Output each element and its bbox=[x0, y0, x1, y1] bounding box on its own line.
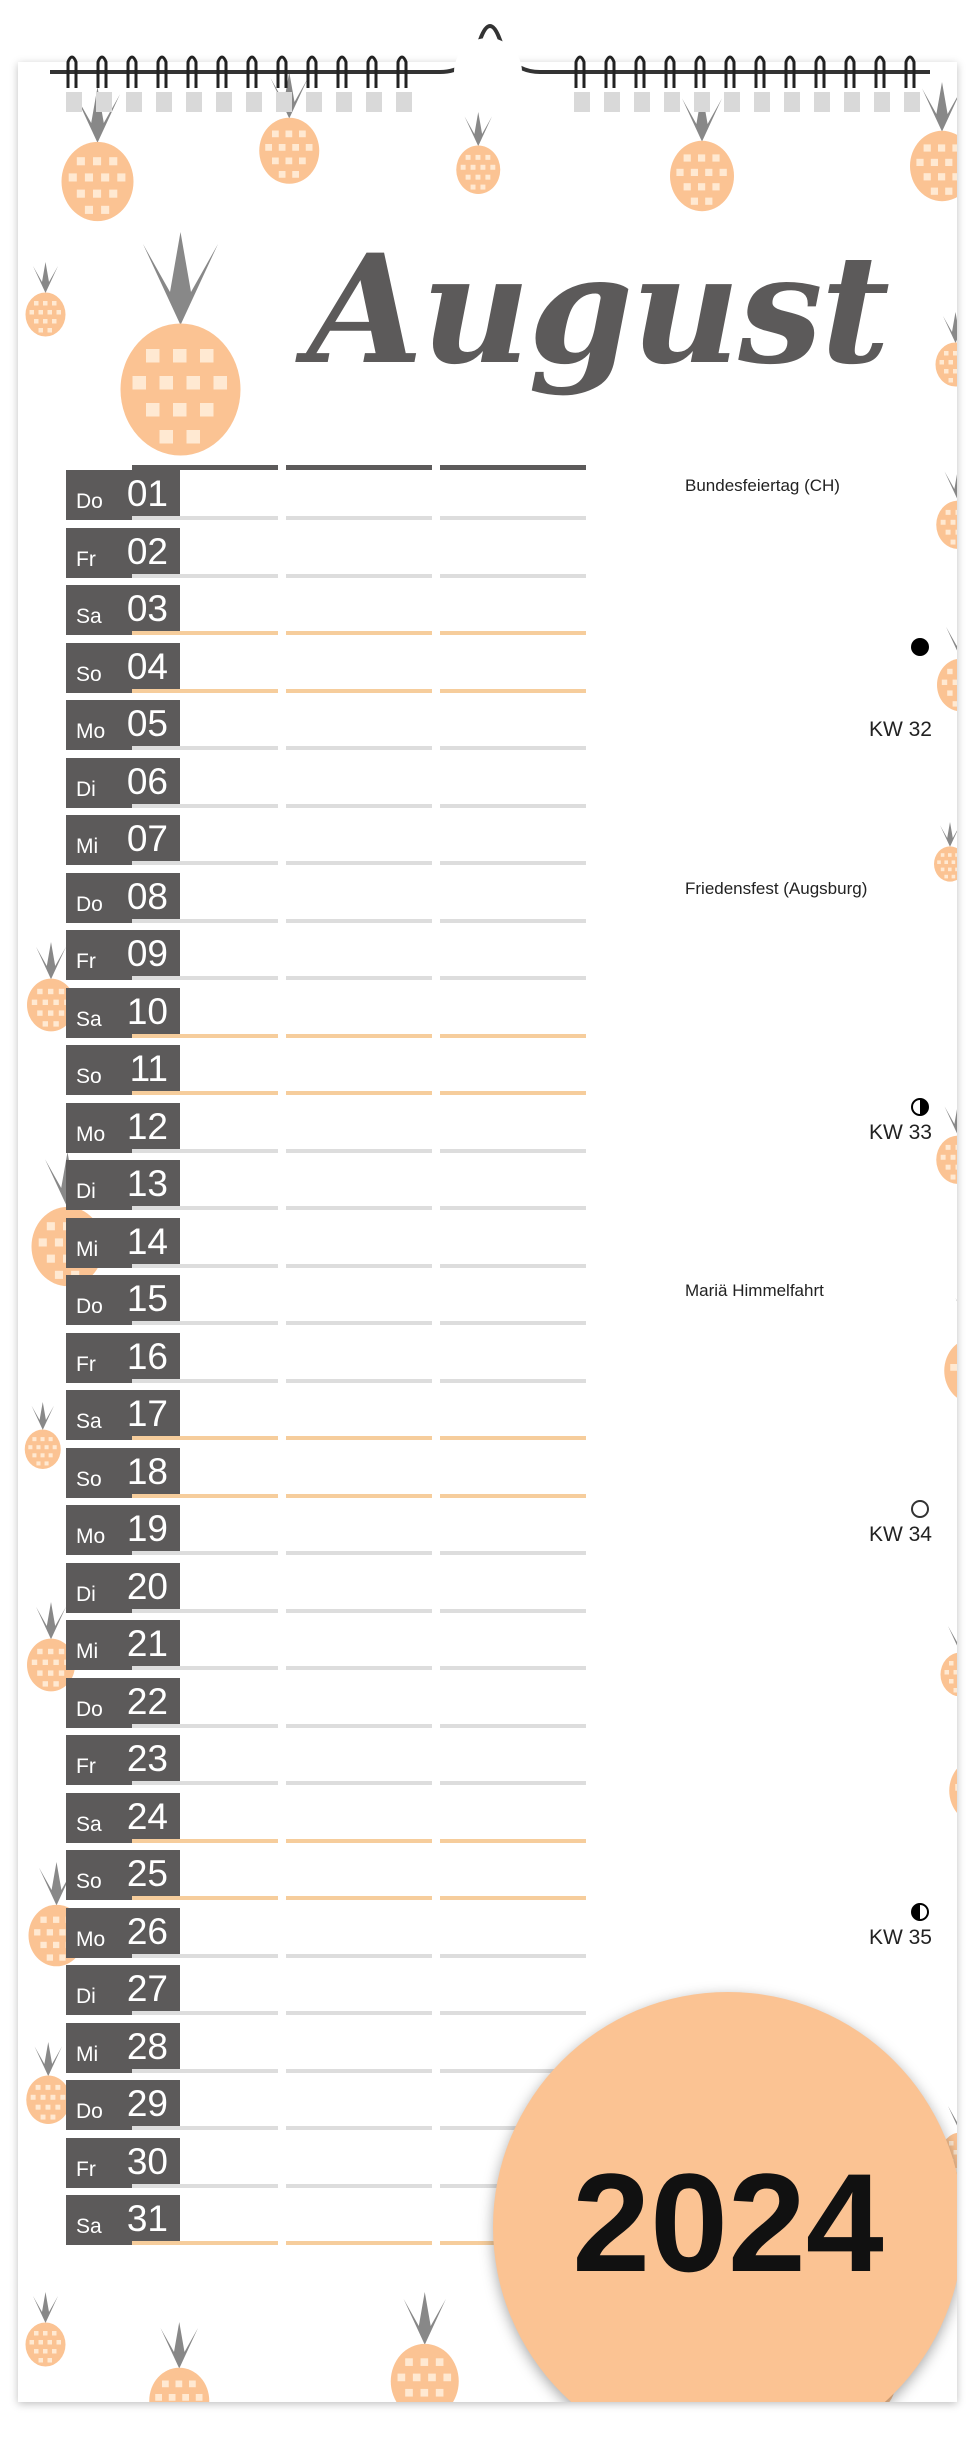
writing-line[interactable] bbox=[286, 1954, 432, 1958]
full-moon-icon bbox=[911, 1500, 929, 1518]
weekday-abbr: So bbox=[76, 1870, 102, 1893]
day-label bbox=[66, 1793, 180, 1843]
writing-line[interactable] bbox=[440, 1379, 586, 1383]
calendar-week-label: KW 35 bbox=[868, 1925, 932, 1949]
writing-line[interactable] bbox=[132, 1551, 278, 1555]
day-number: 21 bbox=[126, 1623, 168, 1664]
writing-line[interactable] bbox=[440, 516, 586, 520]
writing-line[interactable] bbox=[440, 574, 586, 578]
writing-line[interactable] bbox=[286, 2069, 432, 2073]
day-label bbox=[66, 1850, 180, 1900]
writing-line[interactable] bbox=[286, 861, 432, 865]
weekday-abbr: Fr bbox=[76, 547, 96, 571]
calendar-week-label: KW 34 bbox=[868, 1523, 932, 1546]
writing-line[interactable] bbox=[286, 1206, 432, 1210]
weekday-abbr: Mi bbox=[76, 1640, 99, 1663]
writing-line[interactable] bbox=[132, 1091, 278, 1095]
day-number: 11 bbox=[129, 1048, 168, 1089]
writing-line[interactable] bbox=[286, 2126, 432, 2130]
weekday-abbr: Do bbox=[76, 490, 103, 513]
writing-line[interactable] bbox=[132, 1034, 278, 1038]
day-label bbox=[66, 988, 180, 1038]
day-label bbox=[66, 1908, 180, 1958]
writing-line[interactable] bbox=[286, 1666, 432, 1670]
writing-line[interactable] bbox=[286, 1149, 432, 1153]
writing-line[interactable] bbox=[440, 746, 586, 750]
writing-line[interactable] bbox=[440, 631, 586, 635]
writing-line[interactable] bbox=[286, 1321, 432, 1325]
day-label bbox=[66, 1448, 180, 1498]
day-number: 05 bbox=[126, 703, 168, 744]
day-number: 15 bbox=[126, 1278, 168, 1319]
day-number: 09 bbox=[126, 933, 168, 974]
weekday-abbr: Sa bbox=[76, 2215, 102, 2238]
writing-line[interactable] bbox=[132, 1666, 278, 1670]
pineapple-icon bbox=[448, 112, 509, 195]
day-label bbox=[66, 2080, 180, 2130]
writing-line[interactable] bbox=[440, 1724, 586, 1728]
writing-line[interactable] bbox=[286, 2011, 432, 2015]
writing-line[interactable] bbox=[132, 919, 278, 923]
writing-line[interactable] bbox=[440, 1666, 586, 1670]
writing-line[interactable] bbox=[440, 1896, 586, 1900]
pineapple-icon bbox=[938, 1712, 957, 1825]
holiday-label: Friedensfest (Augsburg) bbox=[685, 878, 868, 898]
writing-line[interactable] bbox=[286, 1896, 432, 1900]
writing-line[interactable] bbox=[132, 1954, 278, 1958]
weekday-abbr: Fr bbox=[76, 1352, 96, 1376]
pineapple-icon bbox=[933, 1292, 957, 1405]
day-number: 01 bbox=[126, 473, 168, 514]
day-number: 17 bbox=[126, 1393, 168, 1434]
day-label bbox=[66, 815, 180, 865]
weekday-abbr: Di bbox=[76, 777, 96, 801]
calendar-page bbox=[18, 62, 957, 2402]
day-label bbox=[66, 1333, 180, 1383]
day-number: 02 bbox=[126, 530, 168, 572]
weekday-abbr: Do bbox=[76, 892, 103, 916]
holiday-label: Mariä Himmelfahrt bbox=[685, 1281, 824, 1300]
writing-line[interactable] bbox=[286, 746, 432, 750]
writing-line[interactable] bbox=[132, 1839, 278, 1843]
day-label bbox=[66, 1505, 180, 1555]
weekday-abbr: Do bbox=[76, 1295, 103, 1318]
weekday-abbr: Mi bbox=[76, 835, 99, 858]
day-number: 06 bbox=[126, 760, 168, 802]
day-number: 23 bbox=[126, 1738, 168, 1779]
day-label bbox=[66, 700, 180, 750]
weekday-abbr: Mo bbox=[76, 1927, 106, 1951]
writing-line[interactable] bbox=[440, 1609, 586, 1613]
writing-line[interactable] bbox=[286, 631, 432, 635]
day-label bbox=[66, 1390, 180, 1440]
writing-line[interactable] bbox=[440, 861, 586, 865]
writing-line[interactable] bbox=[286, 1436, 432, 1440]
writing-line[interactable] bbox=[132, 1781, 278, 1785]
day-number: 27 bbox=[126, 1968, 168, 2009]
writing-line[interactable] bbox=[286, 574, 432, 578]
day-label bbox=[66, 2138, 180, 2188]
writing-line[interactable] bbox=[132, 516, 278, 520]
day-number: 22 bbox=[126, 1680, 168, 1722]
pineapple-icon bbox=[18, 2292, 73, 2367]
day-label bbox=[66, 1563, 180, 1613]
writing-line[interactable] bbox=[286, 1264, 432, 1268]
weekday-abbr: Fr bbox=[76, 1755, 96, 1778]
writing-line[interactable] bbox=[132, 2126, 278, 2130]
weekday-abbr: Mo bbox=[76, 1122, 106, 1146]
weekday-abbr: Sa bbox=[76, 1410, 102, 1433]
weekday-abbr: Sa bbox=[76, 605, 102, 628]
writing-line[interactable] bbox=[286, 1781, 432, 1785]
last-quarter-icon bbox=[911, 1903, 929, 1921]
day-label bbox=[66, 930, 180, 980]
writing-line[interactable] bbox=[286, 689, 432, 693]
writing-line[interactable] bbox=[286, 2184, 432, 2188]
day-label bbox=[66, 1160, 180, 1210]
pineapple-icon bbox=[928, 467, 957, 550]
day-number: 26 bbox=[126, 1910, 168, 1952]
day-number: 08 bbox=[126, 875, 168, 917]
day-number: 18 bbox=[126, 1450, 168, 1492]
writing-line[interactable] bbox=[286, 2241, 432, 2245]
weekday-abbr: Di bbox=[76, 1582, 96, 1606]
pineapple-icon bbox=[928, 1102, 957, 1185]
year-label: 2024 bbox=[572, 2144, 884, 2301]
writing-line[interactable] bbox=[440, 1091, 586, 1095]
day-label bbox=[66, 1103, 180, 1153]
weekday-abbr: Mo bbox=[76, 720, 106, 743]
new-moon-icon bbox=[911, 638, 929, 656]
day-number: 07 bbox=[126, 818, 168, 859]
day-number: 10 bbox=[126, 990, 168, 1032]
weekday-abbr: Mo bbox=[76, 1525, 106, 1548]
day-number: 13 bbox=[126, 1163, 168, 1204]
weekday-abbr: So bbox=[76, 662, 102, 686]
day-number: 25 bbox=[126, 1853, 168, 1894]
day-label bbox=[66, 1965, 180, 2015]
pineapple-icon bbox=[18, 1402, 68, 1470]
day-label bbox=[66, 2023, 180, 2073]
column-header-rule bbox=[286, 465, 432, 470]
day-number: 30 bbox=[126, 2140, 168, 2182]
writing-line[interactable] bbox=[286, 1034, 432, 1038]
writing-line[interactable] bbox=[132, 1494, 278, 1498]
day-label bbox=[66, 1678, 180, 1728]
day-number: 31 bbox=[126, 2198, 168, 2239]
writing-line[interactable] bbox=[440, 976, 586, 980]
day-number: 19 bbox=[126, 1508, 168, 1549]
writing-line[interactable] bbox=[132, 631, 278, 635]
writing-line[interactable] bbox=[132, 1896, 278, 1900]
writing-line[interactable] bbox=[286, 516, 432, 520]
writing-line[interactable] bbox=[286, 1839, 432, 1843]
writing-line[interactable] bbox=[132, 1321, 278, 1325]
weekday-abbr: Di bbox=[76, 1180, 96, 1203]
writing-line[interactable] bbox=[132, 1264, 278, 1268]
weekday-abbr: Sa bbox=[76, 1812, 102, 1836]
day-number: 28 bbox=[126, 2025, 168, 2067]
writing-line[interactable] bbox=[286, 1494, 432, 1498]
day-number: 04 bbox=[126, 645, 168, 687]
year-badge bbox=[493, 1992, 957, 2402]
day-label bbox=[66, 1275, 180, 1325]
day-number: 14 bbox=[126, 1220, 168, 1262]
writing-line[interactable] bbox=[132, 1379, 278, 1383]
writing-line[interactable] bbox=[132, 2011, 278, 2015]
writing-line[interactable] bbox=[286, 976, 432, 980]
weekday-abbr: Fr bbox=[76, 950, 96, 973]
day-label bbox=[66, 1218, 180, 1268]
writing-line[interactable] bbox=[132, 574, 278, 578]
writing-line[interactable] bbox=[132, 1206, 278, 1210]
day-number: 24 bbox=[126, 1795, 168, 1837]
writing-line[interactable] bbox=[440, 1551, 586, 1555]
pineapple-icon bbox=[928, 622, 957, 712]
writing-line[interactable] bbox=[286, 1379, 432, 1383]
writing-line[interactable] bbox=[440, 1839, 586, 1843]
weekday-abbr: Mi bbox=[76, 2042, 99, 2066]
weekday-abbr: Fr bbox=[76, 2157, 96, 2181]
column-header-rule bbox=[440, 465, 586, 470]
writing-line[interactable] bbox=[132, 976, 278, 980]
day-label bbox=[66, 758, 180, 808]
writing-line[interactable] bbox=[286, 1551, 432, 1555]
writing-line[interactable] bbox=[440, 1206, 586, 1210]
writing-line[interactable] bbox=[132, 689, 278, 693]
calendar-week-label: KW 33 bbox=[868, 1120, 932, 1144]
first-quarter-icon bbox=[911, 1098, 929, 1116]
writing-line[interactable] bbox=[132, 1436, 278, 1440]
writing-line[interactable] bbox=[440, 1436, 586, 1440]
day-label bbox=[66, 1735, 180, 1785]
pineapple-icon bbox=[248, 72, 331, 185]
calendar-week-label: KW 32 bbox=[868, 718, 932, 741]
day-label bbox=[66, 1620, 180, 1670]
day-label bbox=[66, 528, 180, 578]
pineapple-icon bbox=[378, 2292, 472, 2402]
writing-line[interactable] bbox=[440, 1494, 586, 1498]
writing-line[interactable] bbox=[132, 746, 278, 750]
weekday-abbr: Di bbox=[76, 1985, 96, 2008]
pineapple-icon bbox=[48, 87, 147, 222]
weekday-abbr: Mi bbox=[76, 1237, 99, 1261]
writing-line[interactable] bbox=[132, 2184, 278, 2188]
writing-line[interactable] bbox=[440, 1321, 586, 1325]
weekday-abbr: Do bbox=[76, 1697, 103, 1721]
day-label bbox=[66, 470, 180, 520]
writing-line[interactable] bbox=[440, 1954, 586, 1958]
pineapple-icon bbox=[933, 1622, 957, 1697]
pineapple-icon bbox=[898, 82, 957, 202]
day-number: 16 bbox=[126, 1335, 168, 1377]
day-number: 12 bbox=[126, 1105, 168, 1147]
writing-line[interactable] bbox=[286, 1091, 432, 1095]
weekday-abbr: Do bbox=[76, 2100, 103, 2123]
day-label bbox=[66, 643, 180, 693]
writing-line[interactable] bbox=[286, 804, 432, 808]
weekday-abbr: So bbox=[76, 1065, 102, 1088]
day-label bbox=[66, 585, 180, 635]
writing-line[interactable] bbox=[440, 1034, 586, 1038]
writing-line[interactable] bbox=[440, 1781, 586, 1785]
writing-line[interactable] bbox=[132, 804, 278, 808]
writing-line[interactable] bbox=[440, 1149, 586, 1153]
day-number: 20 bbox=[126, 1565, 168, 1607]
pineapple-icon bbox=[138, 2322, 221, 2402]
day-number: 29 bbox=[126, 2083, 168, 2124]
holiday-label: Bundesfeiertag (CH) bbox=[685, 476, 840, 495]
writing-line[interactable] bbox=[440, 804, 586, 808]
writing-line[interactable] bbox=[440, 689, 586, 693]
pineapple-icon bbox=[658, 92, 746, 212]
writing-line[interactable] bbox=[132, 2069, 278, 2073]
writing-line[interactable] bbox=[286, 919, 432, 923]
pineapple-icon bbox=[928, 822, 957, 882]
writing-line[interactable] bbox=[440, 1264, 586, 1268]
writing-line[interactable] bbox=[132, 1724, 278, 1728]
weekday-abbr: Sa bbox=[76, 1007, 102, 1031]
month-title: August bbox=[306, 222, 889, 398]
writing-line[interactable] bbox=[440, 919, 586, 923]
writing-line[interactable] bbox=[132, 1149, 278, 1153]
writing-line[interactable] bbox=[132, 2241, 278, 2245]
writing-line[interactable] bbox=[286, 1609, 432, 1613]
weekday-abbr: So bbox=[76, 1467, 102, 1491]
day-label bbox=[66, 2195, 180, 2245]
day-label bbox=[66, 1045, 180, 1095]
writing-line[interactable] bbox=[132, 1609, 278, 1613]
writing-line[interactable] bbox=[132, 861, 278, 865]
writing-line[interactable] bbox=[286, 1724, 432, 1728]
writing-line[interactable] bbox=[440, 2011, 586, 2015]
day-label bbox=[66, 873, 180, 923]
day-number: 03 bbox=[126, 588, 168, 629]
